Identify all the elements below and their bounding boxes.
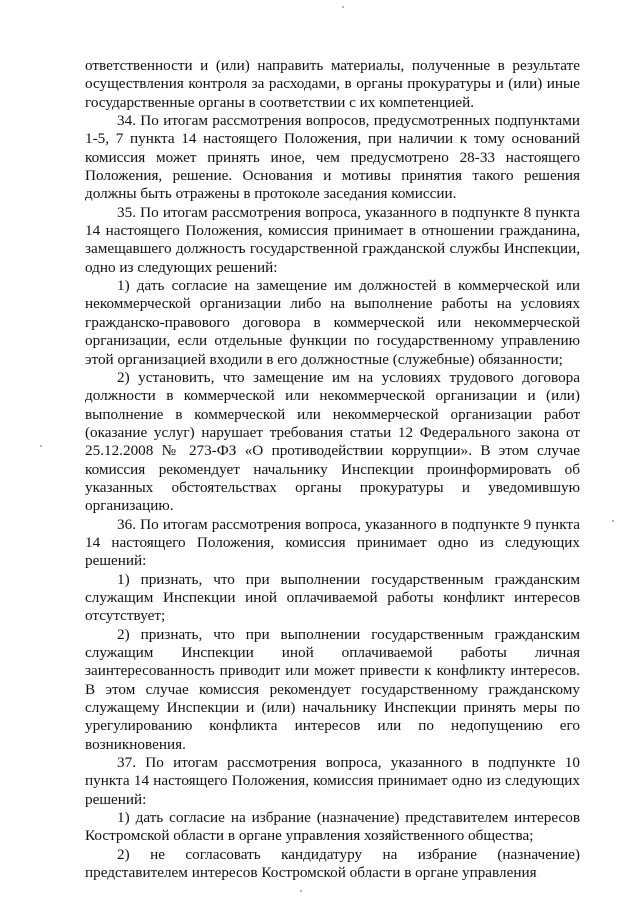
scan-speck	[612, 520, 614, 522]
scan-speck	[342, 6, 344, 8]
scan-speck	[300, 890, 302, 892]
paragraph-37: 37. По итогам рассмотрения вопроса, указанного в подпункте 10 пункта 14 настоящего Положения, комиссия принимает одно из следующих решений:	[85, 754, 580, 808]
paragraph-35: 35. По итогам рассмотрения вопроса, указанного в подпункте 8 пункта 14 настоящего Положения, комиссия принимает в отношении гражданина, замещавшего должность государственной гражданской службы Инспекции, одно из следующих решений:	[85, 203, 580, 276]
paragraph-34: 34. По итогам рассмотрения вопросов, предусмотренных подпунктами 1-5, 7 пункта 14 настоящего Положения, при наличии к тому оснований комиссия может принять иное, чем предусмотрено 28-33 настоящего Положения, решение. Основания и мотивы принятия такого решения должны быть отражены в протоколе заседания комиссии.	[85, 112, 580, 203]
paragraph-37-item-2: 2) не согласовать кандидатуру на избрание (назначение) представителем интересов Костромской области в органе управления	[85, 845, 580, 882]
paragraph-35-item-1: 1) дать согласие на замещение им должностей в коммерческой или некоммерческой организации либо на выполнение работы на условиях гражданско-правового договора в коммерческой или некоммерческой организации, если отдельные функции по государственному управлению этой организацией входили в его должностные (служебные) обязанности;	[85, 277, 580, 368]
paragraph-36-item-2: 2) признать, что при выполнении государственным гражданским служащим Инспекции иной оплачиваемой работы личная заинтересованность приводит или может привести к конфликту интересов. В этом случае комиссия рекомендует государственному гражданскому служащему Инспекции и (или) начальнику Инспекции принять меры по урегулированию конфликта интересов или по недопущению его возникновения.	[85, 625, 580, 753]
paragraph-35-item-2: 2) установить, что замещение им на условиях трудового договора должности в коммерческой или некоммерческой организации и (или) выполнение в коммерческой или некоммерческой организации работ (оказание услуг) нарушает требования статьи 12 Федерального закона от 25.12.2008 № 273-ФЗ «О противодействии коррупции». В этом случае комиссия рекомендует начальнику Инспекции проинформировать об указанных обстоятельствах органы прокуратуры и уведомившую организацию.	[85, 368, 580, 515]
paragraph-37-item-1: 1) дать согласие на избрание (назначение) представителем интересов Костромской области в органе управления хозяйственного общества;	[85, 809, 580, 845]
paragraph-continuation: ответственности и (или) направить материалы, полученные в результате осуществления контроля за расходами, в органы прокуратуры и (или) иные государственные органы в соответствии с их компетенцией.	[85, 57, 580, 111]
scan-speck	[40, 445, 42, 447]
paragraph-36: 36. По итогам рассмотрения вопроса, указанного в подпункте 9 пункта 14 настоящего Положения, комиссия принимает одно из следующих решений:	[85, 515, 580, 570]
paragraph-36-item-1: 1) признать, что при выполнении государственным гражданским служащим Инспекции иной оплачиваемой работы конфликт интересов отсутствует;	[85, 570, 580, 625]
